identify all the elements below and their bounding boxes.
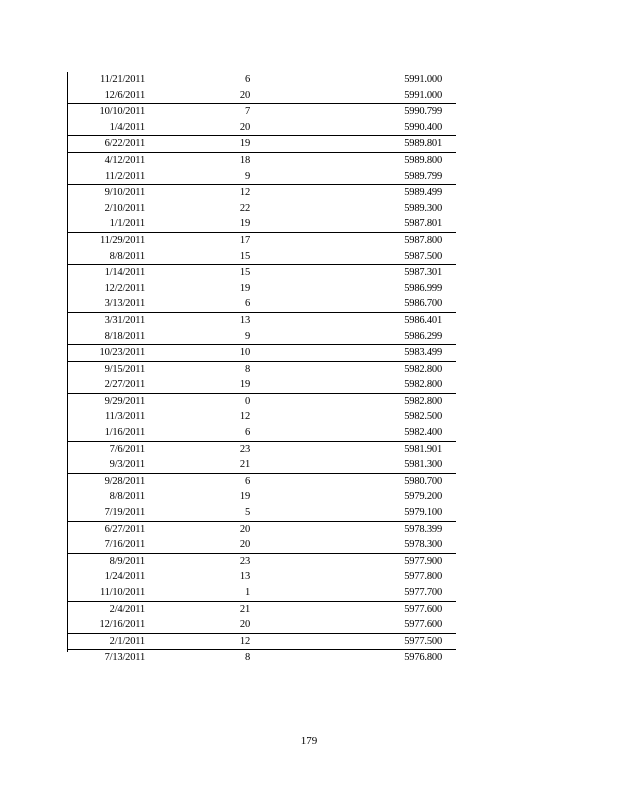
hour-cell: 9 — [244, 170, 250, 182]
value-cell: 5977.700 — [404, 587, 442, 598]
date-cell: 7/16/2011 — [104, 539, 145, 551]
row-spacer — [442, 617, 456, 633]
value-cell: 5989.800 — [250, 152, 442, 168]
value-cell: 5990.799 — [250, 104, 442, 120]
table-row — [67, 232, 456, 248]
hour-cell: 23 — [145, 553, 250, 569]
table-row — [67, 361, 456, 377]
value-cell: 5981.901 — [250, 441, 442, 457]
date-cell: 7/13/2011 — [67, 650, 145, 666]
table-row — [67, 393, 456, 409]
row-spacer — [442, 489, 456, 505]
row-spacer — [442, 521, 456, 537]
hour-cell: 8 — [145, 361, 250, 377]
hour-cell: 7 — [145, 104, 250, 120]
row-spacer — [442, 201, 456, 217]
value-cell: 5979.200 — [404, 491, 442, 503]
row-spacer — [442, 136, 456, 153]
table-row — [67, 296, 456, 312]
date-cell: 2/1/2011 — [67, 633, 145, 650]
table-row — [67, 601, 456, 617]
table-row — [67, 312, 456, 328]
table-row — [67, 537, 456, 553]
value-cell: 5977.500 — [250, 633, 442, 650]
value-cell: 5982.400 — [404, 427, 442, 439]
value-cell: 5991.000 — [404, 74, 442, 85]
value-cell: 5990.400 — [404, 121, 442, 133]
table-row — [67, 425, 456, 441]
table-row — [67, 216, 456, 232]
date-cell: 8/8/2011 — [109, 250, 145, 262]
hour-cell: 12 — [145, 633, 250, 650]
table-row — [67, 152, 456, 168]
table-row — [67, 505, 456, 521]
row-spacer — [442, 169, 456, 185]
row-spacer — [442, 185, 456, 201]
date-cell: 9/10/2011 — [67, 185, 145, 201]
date-cell: 11/29/2011 — [67, 232, 145, 248]
table-row — [67, 104, 456, 120]
table-row — [67, 281, 456, 297]
date-cell: 2/4/2011 — [67, 601, 145, 617]
value-cell: 5989.801 — [250, 136, 442, 153]
hour-cell: 22 — [239, 202, 250, 214]
value-cell: 5987.500 — [404, 250, 442, 262]
row-spacer — [442, 232, 456, 248]
value-cell: 5977.900 — [250, 553, 442, 569]
table-row — [67, 441, 456, 457]
table-row — [67, 650, 456, 666]
row-spacer — [442, 72, 456, 88]
value-cell: 5987.801 — [404, 218, 442, 230]
hour-cell: 19 — [239, 379, 250, 391]
value-cell: 5989.799 — [404, 170, 442, 182]
value-cell: 5986.299 — [404, 330, 442, 342]
date-cell: 10/10/2011 — [67, 104, 145, 120]
table-row — [67, 585, 456, 601]
hour-cell: 21 — [239, 459, 250, 471]
table-row — [67, 521, 456, 537]
value-cell: 5978.300 — [404, 539, 442, 551]
hour-cell: 23 — [145, 441, 250, 457]
row-spacer — [442, 296, 456, 312]
row-spacer — [442, 265, 456, 281]
table-row — [67, 169, 456, 185]
table-row — [67, 457, 456, 473]
hour-cell: 15 — [239, 250, 250, 262]
date-cell: 4/12/2011 — [67, 152, 145, 168]
row-spacer — [442, 537, 456, 553]
table-row — [67, 249, 456, 265]
value-cell: 5979.100 — [404, 507, 442, 519]
row-spacer — [442, 473, 456, 489]
date-cell: 12/16/2011 — [99, 619, 145, 631]
date-cell: 3/13/2011 — [104, 298, 145, 310]
value-cell: 5987.800 — [250, 232, 442, 248]
date-cell: 8/8/2011 — [109, 491, 145, 503]
hour-cell: 19 — [239, 491, 250, 503]
date-cell: 11/3/2011 — [104, 411, 145, 423]
row-spacer — [442, 553, 456, 569]
value-cell: 5982.800 — [250, 361, 442, 377]
row-spacer — [442, 152, 456, 168]
date-cell: 7/19/2011 — [104, 507, 145, 519]
row-spacer — [442, 409, 456, 425]
hour-cell: 12 — [145, 185, 250, 201]
table-row — [67, 633, 456, 650]
table-row — [67, 473, 456, 489]
hour-cell: 6 — [145, 473, 250, 489]
hour-cell: 20 — [145, 521, 250, 537]
date-cell: 6/27/2011 — [67, 521, 145, 537]
row-spacer — [442, 601, 456, 617]
row-spacer — [442, 377, 456, 393]
table-row — [67, 553, 456, 569]
hour-cell: 6 — [244, 427, 250, 439]
table-row — [67, 72, 456, 88]
table-row — [67, 617, 456, 633]
hour-cell: 6 — [244, 74, 250, 85]
date-cell: 1/14/2011 — [67, 265, 145, 281]
table-row — [67, 377, 456, 393]
value-cell: 5989.499 — [250, 185, 442, 201]
row-spacer — [442, 312, 456, 328]
hour-cell: 0 — [145, 393, 250, 409]
value-cell: 5981.300 — [404, 459, 442, 471]
table-row — [67, 120, 456, 136]
table-row — [67, 185, 456, 201]
row-spacer — [442, 104, 456, 120]
hour-cell: 10 — [145, 345, 250, 362]
value-cell: 5980.700 — [250, 473, 442, 489]
row-spacer — [442, 393, 456, 409]
date-cell: 11/21/2011 — [99, 74, 145, 85]
data-table — [67, 72, 456, 666]
date-cell: 11/10/2011 — [99, 587, 145, 598]
hour-cell: 20 — [239, 619, 250, 631]
hour-cell: 12 — [239, 411, 250, 423]
table-row — [67, 489, 456, 505]
hour-cell: 19 — [145, 136, 250, 153]
date-cell: 8/9/2011 — [67, 553, 145, 569]
row-spacer — [442, 425, 456, 441]
date-cell: 6/22/2011 — [67, 136, 145, 153]
hour-cell: 21 — [145, 601, 250, 617]
data-table-container — [67, 72, 456, 666]
value-cell: 5982.800 — [250, 393, 442, 409]
row-spacer — [442, 88, 456, 104]
table-row — [67, 345, 456, 362]
row-spacer — [442, 361, 456, 377]
date-cell: 1/16/2011 — [104, 427, 145, 439]
date-cell: 2/10/2011 — [104, 202, 145, 214]
hour-cell: 20 — [239, 89, 250, 101]
row-spacer — [442, 216, 456, 232]
date-cell: 9/28/2011 — [67, 473, 145, 489]
row-spacer — [442, 505, 456, 521]
value-cell: 5978.399 — [250, 521, 442, 537]
value-cell: 5991.000 — [404, 89, 442, 101]
table-row — [67, 201, 456, 217]
value-cell: 5982.500 — [404, 411, 442, 423]
hour-cell: 8 — [145, 650, 250, 666]
hour-cell: 1 — [244, 587, 250, 598]
row-spacer — [442, 441, 456, 457]
hour-cell: 13 — [239, 571, 250, 583]
date-cell: 2/27/2011 — [104, 379, 145, 391]
hour-cell: 20 — [239, 539, 250, 551]
value-cell: 5977.600 — [404, 619, 442, 631]
date-cell: 7/6/2011 — [67, 441, 145, 457]
table-row — [67, 136, 456, 153]
date-cell: 3/31/2011 — [67, 312, 145, 328]
row-spacer — [442, 329, 456, 345]
hour-cell: 15 — [145, 265, 250, 281]
date-cell: 11/2/2011 — [104, 170, 145, 182]
date-cell: 12/6/2011 — [104, 89, 145, 101]
data-table-body — [67, 72, 456, 666]
row-spacer — [442, 345, 456, 362]
hour-cell: 19 — [239, 282, 250, 294]
table-row — [67, 409, 456, 425]
hour-cell: 5 — [244, 507, 250, 519]
hour-cell: 19 — [239, 218, 250, 230]
value-cell: 5976.800 — [250, 650, 442, 666]
row-spacer — [442, 569, 456, 585]
table-row — [67, 88, 456, 104]
date-cell: 8/18/2011 — [104, 330, 145, 342]
row-spacer — [442, 457, 456, 473]
date-cell: 1/4/2011 — [109, 121, 145, 133]
value-cell: 5986.999 — [404, 282, 442, 294]
hour-cell: 6 — [244, 298, 250, 310]
row-spacer — [442, 650, 456, 666]
table-row — [67, 569, 456, 585]
hour-cell: 13 — [145, 312, 250, 328]
value-cell: 5977.800 — [404, 571, 442, 583]
date-cell: 1/1/2011 — [109, 218, 145, 230]
row-spacer — [442, 633, 456, 650]
value-cell: 5986.401 — [250, 312, 442, 328]
date-cell: 9/29/2011 — [67, 393, 145, 409]
hour-cell: 17 — [145, 232, 250, 248]
table-row — [67, 329, 456, 345]
value-cell: 5987.301 — [250, 265, 442, 281]
row-spacer — [442, 281, 456, 297]
row-spacer — [442, 585, 456, 601]
value-cell: 5982.800 — [404, 379, 442, 391]
table-row — [67, 265, 456, 281]
date-cell: 9/15/2011 — [67, 361, 145, 377]
date-cell: 9/3/2011 — [109, 459, 145, 471]
value-cell: 5989.300 — [404, 202, 442, 214]
value-cell: 5986.700 — [404, 298, 442, 310]
date-cell: 12/2/2011 — [104, 282, 145, 294]
hour-cell: 20 — [239, 121, 250, 133]
hour-cell: 18 — [145, 152, 250, 168]
date-cell: 10/23/2011 — [67, 345, 145, 362]
page-number: 179 — [300, 735, 318, 747]
hour-cell: 9 — [244, 330, 250, 342]
row-spacer — [442, 249, 456, 265]
value-cell: 5977.600 — [250, 601, 442, 617]
value-cell: 5983.499 — [250, 345, 442, 362]
row-spacer — [442, 120, 456, 136]
date-cell: 1/24/2011 — [104, 571, 145, 583]
